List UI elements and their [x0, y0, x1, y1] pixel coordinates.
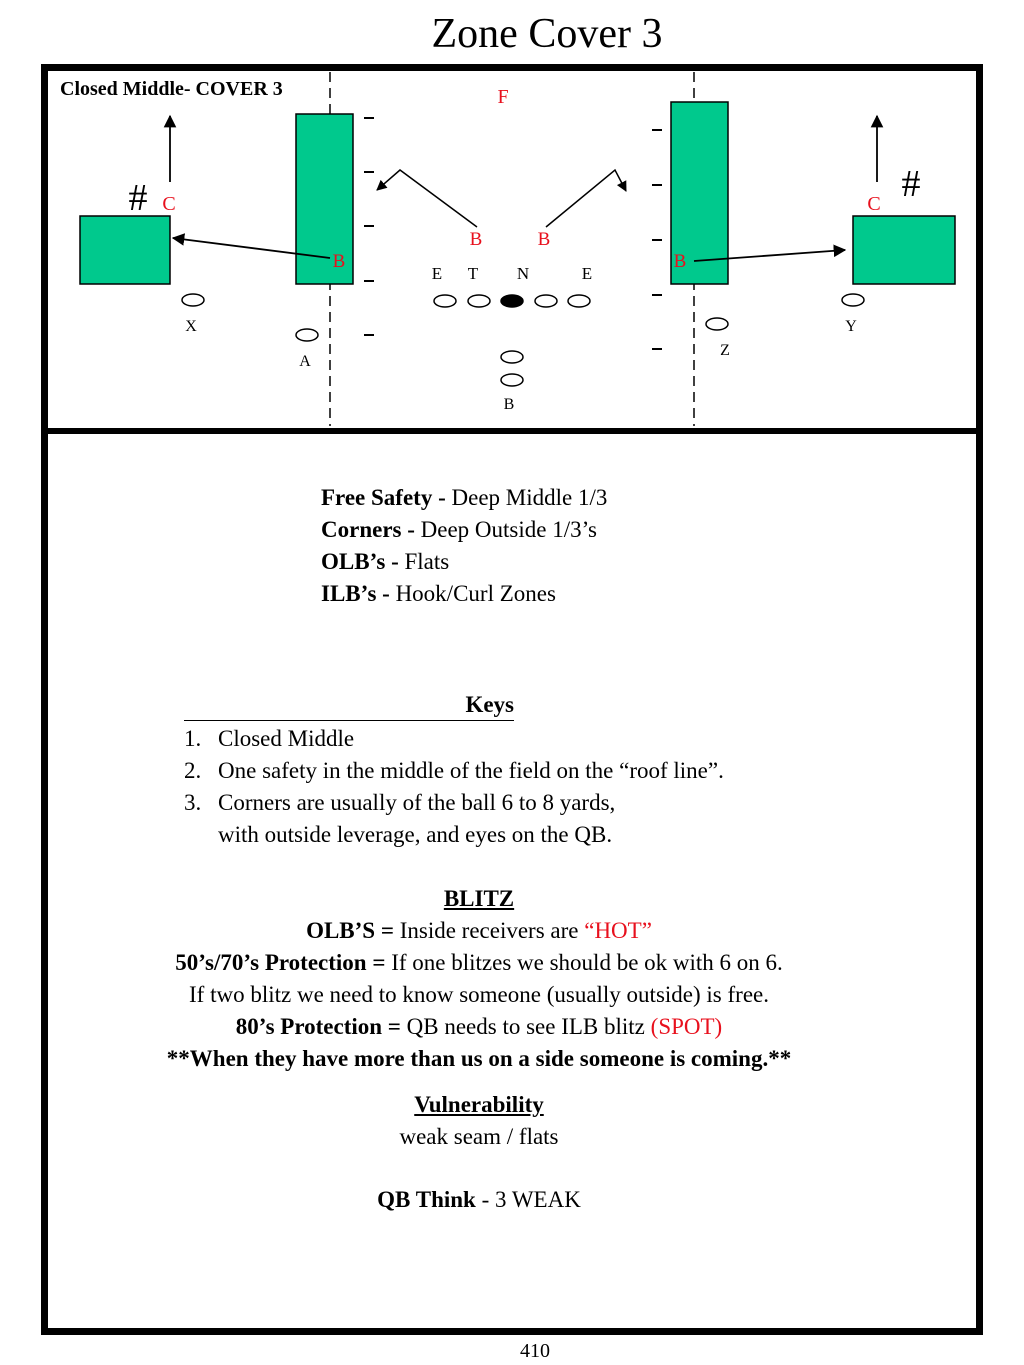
yard-ticks-right: [652, 130, 662, 349]
line-label-t: T: [467, 264, 479, 283]
vulnerability-text: weak seam / flats: [399, 1124, 559, 1149]
vulnerability-section: [80, 1089, 878, 1153]
receiver-y: [842, 294, 864, 306]
receiver-z-label: Z: [720, 342, 730, 359]
ilb-left-label: B: [469, 229, 483, 250]
corner-right-label: C: [867, 193, 881, 215]
receiver-x-label: X: [185, 318, 197, 335]
qb-think: QB Think - 3 WEAK: [377, 1187, 581, 1212]
free-safety-label: F: [497, 86, 509, 108]
page-title: Zone Cover 3: [431, 11, 663, 57]
line-label-n: N: [516, 264, 530, 283]
line-label-e-right: E: [581, 264, 593, 283]
running-back: [501, 374, 523, 386]
blitz-two: If two blitz we need to know someone (usually outside) is free.: [189, 982, 769, 1007]
hash-symbol-right: #: [901, 163, 921, 205]
receiver-y-label: Y: [845, 318, 857, 335]
assignment-olb: OLB’s - Flats: [321, 549, 450, 574]
blitz-5070: 50’s/70’s Protection = If one blitzes we should be ok with 6 on 6.: [175, 950, 783, 975]
corner-left-label: C: [162, 193, 176, 215]
keys-list: [184, 723, 724, 851]
cover3-diagram: [0, 0, 1024, 430]
running-back-label: B: [503, 396, 515, 413]
vulnerability-heading: Vulnerability: [414, 1092, 544, 1117]
key-item-continuation: with outside leverage, and eyes on the QB.: [218, 822, 613, 847]
blitz-section: [80, 883, 878, 1075]
back-a: [296, 329, 318, 341]
assignment-free-safety: Free Safety - Deep Middle 1/3: [321, 485, 608, 510]
ilb-right-path: [546, 170, 626, 227]
back-a-label: A: [299, 353, 311, 370]
assignment-ilb: ILB’s - Hook/Curl Zones: [321, 581, 556, 606]
line-label-e-left: E: [431, 264, 443, 283]
receiver-x: [182, 294, 204, 306]
quarterback: [501, 351, 523, 363]
offensive-line: [434, 295, 590, 307]
key-item: 2. One safety in the middle of the field on the “roof line”.: [184, 758, 724, 783]
key-item: 1. Closed Middle: [184, 726, 355, 751]
diagram-label: Closed Middle- COVER 3: [60, 78, 283, 100]
hash-symbol-left: #: [128, 177, 148, 219]
olb-left-label: B: [332, 251, 346, 272]
zone-assignments: [321, 482, 607, 610]
ilb-right-label: B: [537, 229, 551, 250]
page-number: 410: [520, 1340, 550, 1362]
receiver-z: [706, 318, 728, 330]
blitz-olb: OLB’S = Inside receivers are “HOT”: [306, 918, 652, 943]
assignment-corners: Corners - Deep Outside 1/3’s: [321, 517, 597, 542]
yard-ticks-left: [364, 118, 374, 335]
ilb-left-path: [377, 170, 477, 227]
blitz-warning: **When they have more than us on a side someone is coming.**: [166, 1046, 792, 1071]
blitz-heading: BLITZ: [443, 886, 515, 911]
blitz-80: 80’s Protection = QB needs to see ILB blitz (SPOT): [235, 1014, 723, 1039]
flat-zone-right: [853, 216, 955, 284]
flat-zone-left: [80, 216, 170, 284]
key-item: 3. Corners are usually of the ball 6 to 8 yards,: [184, 790, 616, 815]
olb-right-label: B: [673, 251, 687, 272]
keys-heading: Keys: [184, 690, 514, 721]
